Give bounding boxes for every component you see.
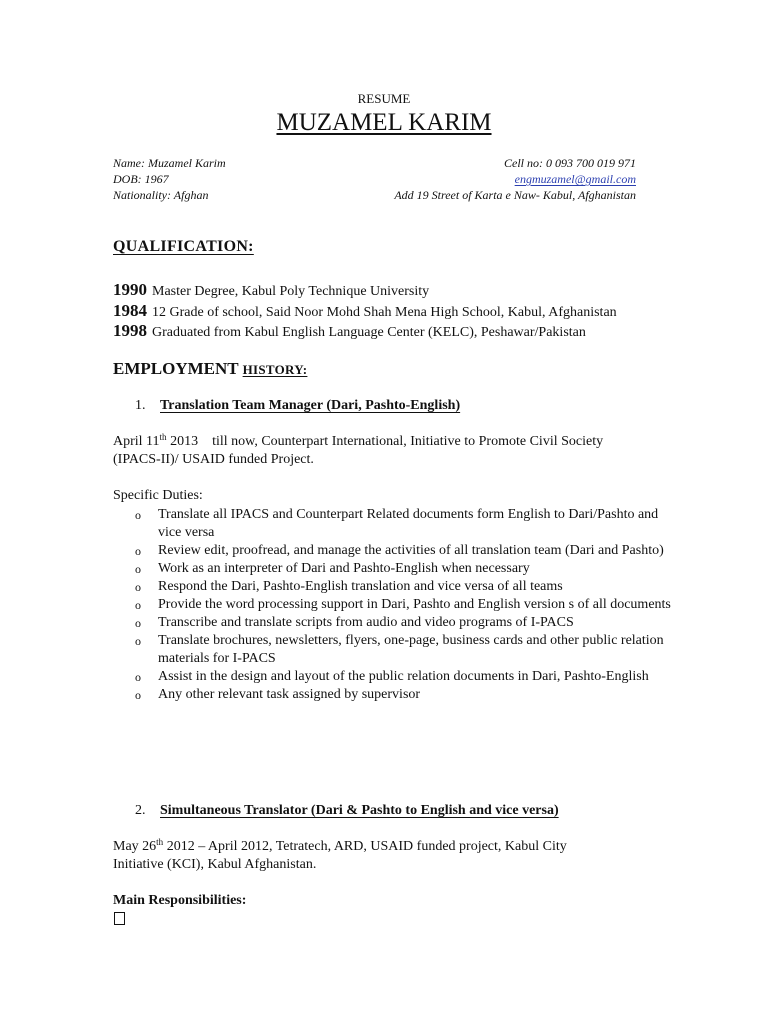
- nationality-line: Nationality: Afghan: [113, 188, 209, 202]
- bullet-marker: o: [135, 598, 141, 612]
- qualification-year: 1984: [113, 301, 147, 320]
- qualification-text: Master Degree, Kabul Poly Technique University: [152, 284, 430, 299]
- bullet-marker: o: [135, 562, 141, 576]
- job-title-2: [135, 803, 559, 819]
- duty-text: Respond the Dari, Pashto-English translation and vice versa of all teams: [158, 579, 563, 594]
- job1-project-line: (IPACS-II)/ USAID funded Project.: [113, 452, 314, 467]
- job1-period-rest: 2013 till now, Counterpart International, Initiative to Promote Civil Society: [166, 434, 604, 449]
- job1-period-line: [113, 434, 603, 450]
- qualification-text: 12 Grade of school, Said Noor Mohd Shah Mena High School, Kabul, Afghanistan: [152, 305, 617, 320]
- qualification-year: 1990: [113, 280, 147, 299]
- qualification-year: 1998: [113, 321, 147, 340]
- ordinal-suffix: th: [156, 837, 164, 847]
- address-line: Add 19 Street of Karta e Naw- Kabul, Afghanistan: [394, 188, 636, 202]
- dob-line: DOB: 1967: [113, 172, 169, 186]
- list-item: [113, 578, 673, 596]
- duty-text: Transcribe and translate scripts from audio and video programs of I-PACS: [158, 615, 574, 630]
- bullet-marker: o: [135, 634, 141, 648]
- cell-line: Cell no: 0 093 700 019 971: [504, 156, 636, 170]
- duty-text: Review edit, proofread, and manage the activities of all translation team (Dari and Pashto): [158, 543, 664, 558]
- employment-heading-main: EMPLOYMENT: [113, 359, 239, 378]
- duty-text: Translate brochures, newsletters, flyers, one-page, business cards and other public relation materials for I-PACS: [158, 633, 664, 666]
- missing-glyph-box-icon: [114, 912, 125, 925]
- job-number: 2.: [135, 803, 146, 818]
- job2-period-line: [113, 839, 567, 855]
- list-item: [113, 632, 673, 668]
- candidate-name: MUZAMEL KARIM: [276, 109, 492, 136]
- job-name: Translation Team Manager (Dari, Pashto-English): [160, 398, 461, 413]
- qualification-heading: QUALIFICATION:: [113, 238, 254, 255]
- list-item: [113, 506, 673, 542]
- resume-label: RESUME: [357, 91, 411, 106]
- name-line: Name: Muzamel Karim: [113, 156, 226, 170]
- list-item: [113, 668, 673, 686]
- qualification-item: [113, 321, 586, 341]
- list-item: [113, 596, 673, 614]
- job2-period-rest: 2012 – April 2012, Tetratech, ARD, USAID funded project, Kabul City: [163, 839, 567, 854]
- employment-heading-rest: HISTORY:: [242, 362, 308, 377]
- bullet-marker: o: [135, 544, 141, 558]
- duty-text: Any other relevant task assigned by supervisor: [158, 687, 421, 702]
- duty-text: Assist in the design and layout of the public relation documents in Dari, Pashto-English: [158, 669, 649, 684]
- qualification-item: [113, 280, 429, 300]
- job2-project-line: Initiative (KCI), Kabul Afghanistan.: [113, 857, 317, 872]
- job-number: 1.: [135, 398, 146, 413]
- bullet-marker: o: [135, 670, 141, 684]
- duties-list: [113, 506, 673, 704]
- ordinal-suffix: th: [159, 432, 167, 442]
- list-item: [113, 686, 673, 704]
- qualification-item: [113, 301, 617, 321]
- list-item: [113, 542, 673, 560]
- bullet-marker: o: [135, 508, 141, 522]
- list-item: [113, 560, 673, 578]
- job1-date-start: April 11: [113, 434, 160, 449]
- email-link[interactable]: engmuzamel@gmail.com: [514, 172, 636, 186]
- duty-text: Translate all IPACS and Counterpart Related documents form English to Dari/Pashto and vice versa: [158, 507, 659, 540]
- bullet-marker: o: [135, 616, 141, 630]
- bullet-marker: o: [135, 688, 141, 702]
- job-name: Simultaneous Translator (Dari & Pashto to English and vice versa): [160, 803, 559, 818]
- job-title-1: [135, 398, 460, 414]
- qualification-text: Graduated from Kabul English Language Center (KELC), Peshawar/Pakistan: [152, 325, 586, 340]
- employment-heading: [113, 359, 307, 379]
- job2-date-start: May 26: [113, 839, 157, 854]
- duty-text: Work as an interpreter of Dari and Pashto-English when necessary: [158, 561, 530, 576]
- duties-label: Specific Duties:: [113, 488, 203, 503]
- list-item: [113, 614, 673, 632]
- main-responsibilities-label: Main Responsibilities:: [113, 893, 247, 908]
- bullet-marker: o: [135, 580, 141, 594]
- duty-text: Provide the word processing support in Dari, Pashto and English version s of all documents: [158, 597, 671, 612]
